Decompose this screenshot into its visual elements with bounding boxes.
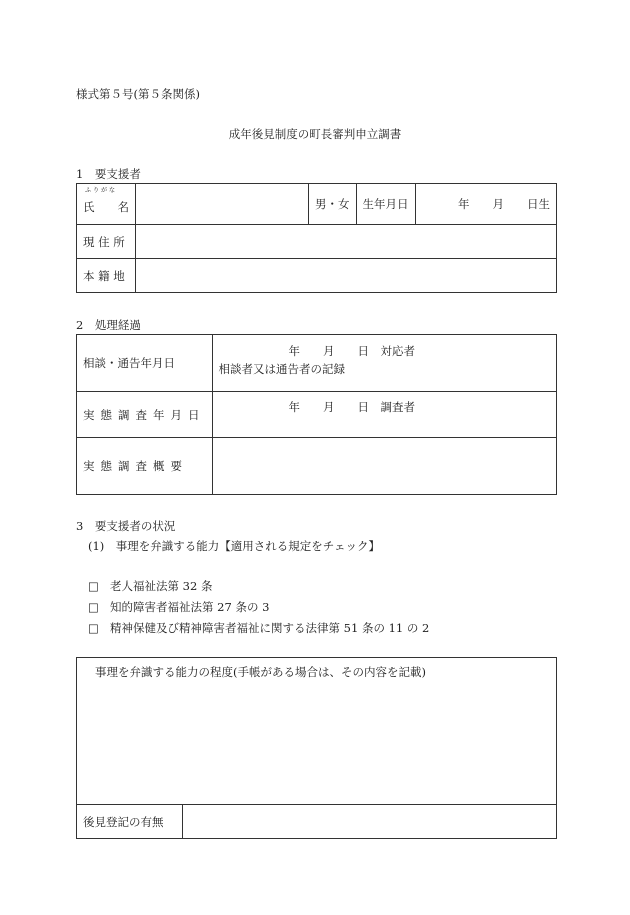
ability-label: 事理を弁識する能力の程度(手帳がある場合は、その内容を記載) (95, 665, 426, 679)
check-item-label: 老人福祉法第 32 条 (110, 579, 213, 593)
birthdate-field[interactable]: 年 月 日生 (415, 184, 557, 225)
process-table (76, 334, 557, 495)
check-item-label: 精神保健及び精神障害者福祉に関する法律第 51 条の 11 の 2 (110, 621, 430, 635)
address-label: 現 住 所 (77, 225, 136, 259)
consult-date-label: 相談・通告年月日 (77, 335, 213, 392)
domicile-label: 本 籍 地 (77, 259, 136, 293)
name-field[interactable] (136, 184, 309, 225)
ability-field[interactable] (77, 658, 557, 805)
name-label: 氏 名 (83, 200, 129, 214)
survey-summary-field[interactable] (212, 438, 557, 495)
check-item[interactable] (88, 578, 212, 594)
survey-date-cell[interactable] (212, 392, 557, 438)
checkbox[interactable]: □ (88, 600, 99, 614)
survey-date-label: 実態調査年月日 (77, 392, 213, 438)
ability-table (76, 657, 557, 839)
support-person-table (76, 183, 557, 293)
consult-record-label: 相談者又は通告者の記録 (218, 362, 345, 376)
registration-label: 後見登記の有無 (77, 805, 183, 839)
section-2-heading: 2 処理経過 (76, 318, 141, 332)
consult-cell[interactable] (212, 335, 557, 392)
section-3-heading: 3 要支援者の状況 (76, 519, 176, 533)
survey-summary-label: 実態調査概要 (77, 438, 213, 495)
registration-field[interactable] (183, 805, 557, 839)
gender-field[interactable]: 男・女 (309, 184, 357, 225)
form-number: 様式第５号(第５条関係) (76, 87, 200, 101)
name-label-cell (77, 184, 136, 225)
page-title: 成年後見制度の町長審判申立調書 (228, 127, 402, 141)
furigana-label: ふりがな (85, 187, 118, 194)
check-item[interactable] (88, 620, 429, 636)
address-field[interactable] (136, 225, 557, 259)
checkbox[interactable]: □ (88, 621, 99, 635)
ability-subheading: (1) 事理を弁識する能力【適用される規定をチェック】 (88, 539, 380, 553)
section-1-heading: 1 要支援者 (76, 167, 141, 181)
domicile-field[interactable] (136, 259, 557, 293)
check-item-label: 知的障害者福祉法第 27 条の 3 (110, 600, 270, 614)
checkbox[interactable]: □ (88, 579, 99, 593)
survey-date: 年 月 日 調査者 (288, 400, 415, 414)
consult-date: 年 月 日 対応者 (288, 344, 415, 358)
check-item[interactable] (88, 599, 269, 615)
birthdate-label: 生年月日 (356, 184, 415, 225)
